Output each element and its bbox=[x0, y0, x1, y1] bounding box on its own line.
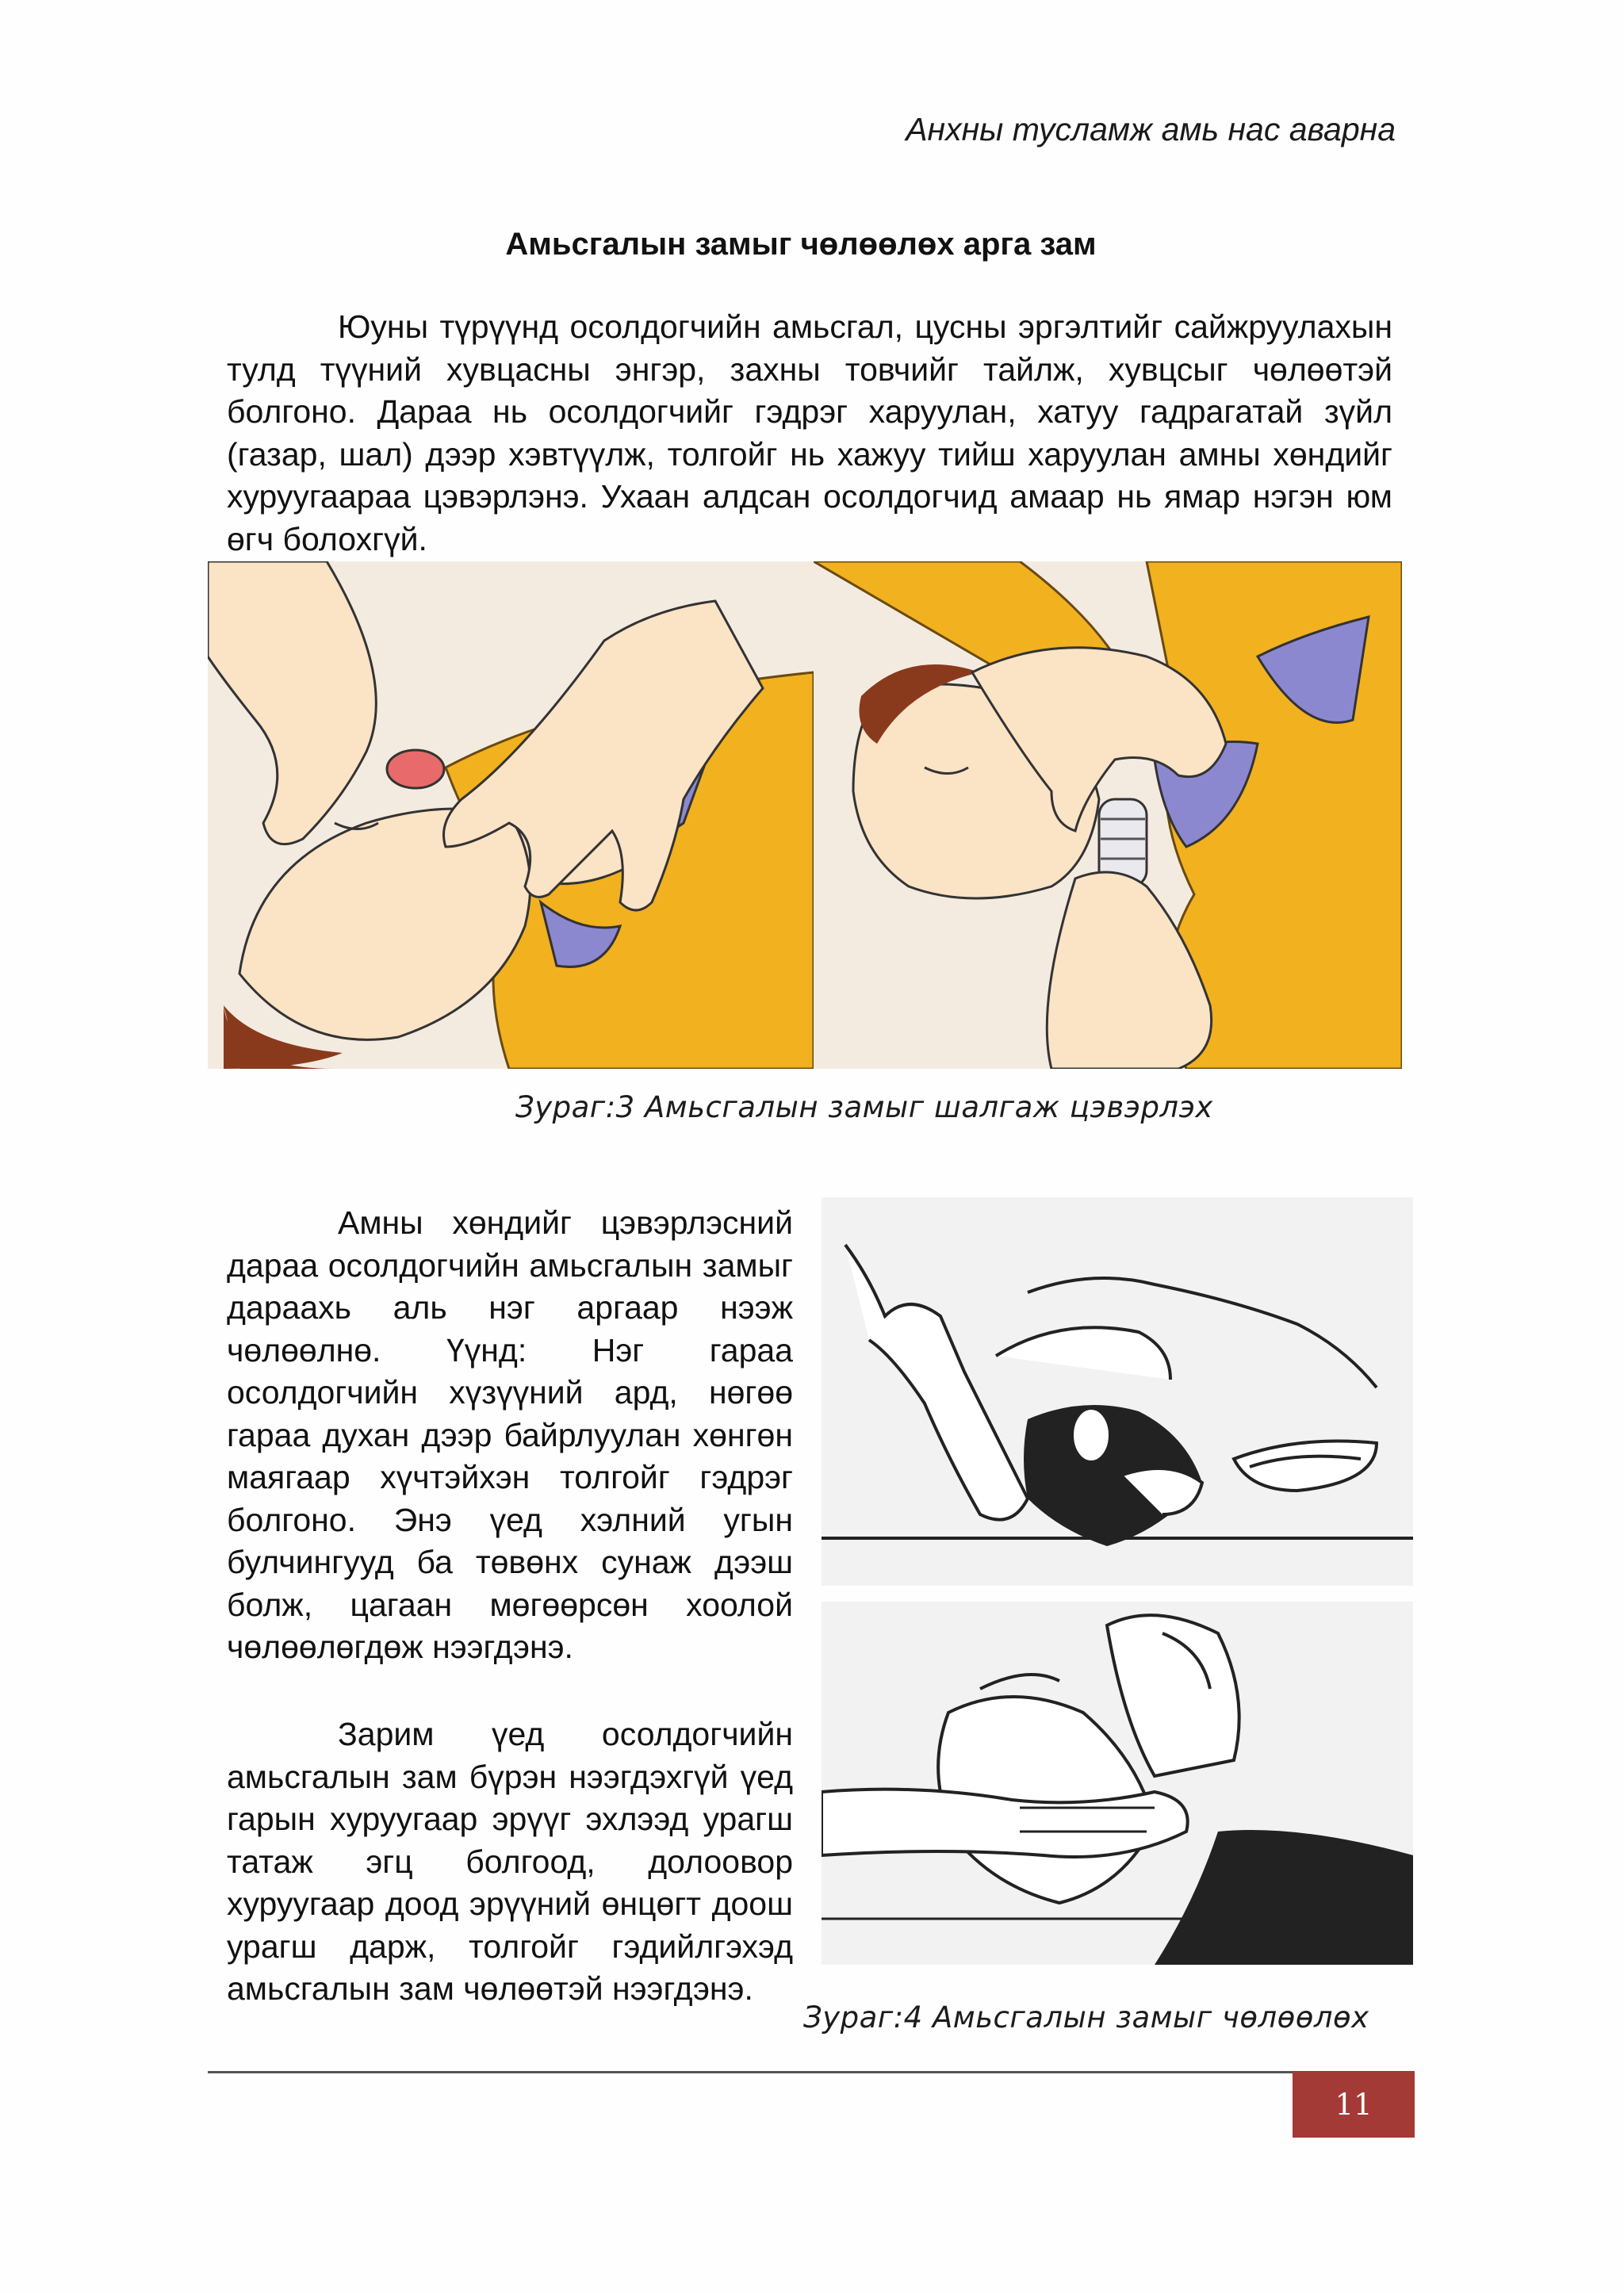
page-number: 11 bbox=[1293, 2071, 1415, 2138]
jaw-thrust-text: Зарим үед осолдогчийн амьсгалын зам бүрэн нээгдэхгүй үед гарын хуруугаар эрүүг эхлээд урагш татаж эгц болгоод, долоовор хуруугаар доод эрүүний өнцөгт доош урагш дарж, толгойг гэдийлгэхэд амьсгалын зам чөлөөтэй нээгдэнэ. bbox=[227, 1716, 793, 2007]
figure-3-left-illustration bbox=[208, 561, 814, 1069]
figure-4-top-illustration bbox=[822, 1197, 1413, 1586]
running-header: Анхны тусламж амь нас аварна bbox=[906, 111, 1396, 147]
footer-rule bbox=[208, 2071, 1413, 2073]
airway-text: Амны хөндийг цэвэрлэсний дараа осолдогчийн амьсгалын замыг дараахь аль нэг аргаар нээж чөлөөлнө. Үүнд: Нэг гараа осолдогчийн хүзүүний ард, нөгөө гараа духан дээр байрлуулан хөнгөн маягаар хүчтэйхэн толгойг гэдрэг болгоно. Энэ үед хэлний угын булчингууд ба төвөнх сунаж дээш болж, цагаан мөгөөрсөн хоолой чөлөөлөгдөж нээгдэнэ. bbox=[227, 1204, 793, 1665]
intro-text: Юуны түрүүнд осолдогчийн амьсгал, цусны эргэлтийг сайжруулахын тулд түүний хувцасны энгэр, захны товчийг тайлж, хувцсыг чөлөөтэй болгоно. Дараа нь осолдогчийг гэдрэг харуулан, хатуу гадрагатай зүйл (газар, шал) дээр хэвтүүлж, толгойг нь хажуу тийш харуулан амны хөндийг хуруугаараа цэвэрлэнэ. Ухаан алдсан осолдогчид амаар нь ямар нэгэн юм өгч болохгүй. bbox=[227, 308, 1392, 557]
airway-paragraph bbox=[227, 1202, 793, 1669]
figure-3-caption: Зураг:3 Амьсгалын замыг шалгаж цэвэрлэх bbox=[515, 1090, 1213, 1124]
figure-3-right-illustration bbox=[814, 561, 1402, 1069]
jaw-thrust-paragraph bbox=[227, 1713, 793, 2011]
figure-4-bottom-illustration bbox=[822, 1602, 1413, 1965]
figure-4-caption: Зураг:4 Амьсгалын замыг чөлөөлөх bbox=[803, 2000, 1369, 2035]
section-title: Амьсгалын замыг чөлөөлөх арга зам bbox=[505, 227, 1097, 262]
intro-paragraph bbox=[227, 306, 1392, 561]
